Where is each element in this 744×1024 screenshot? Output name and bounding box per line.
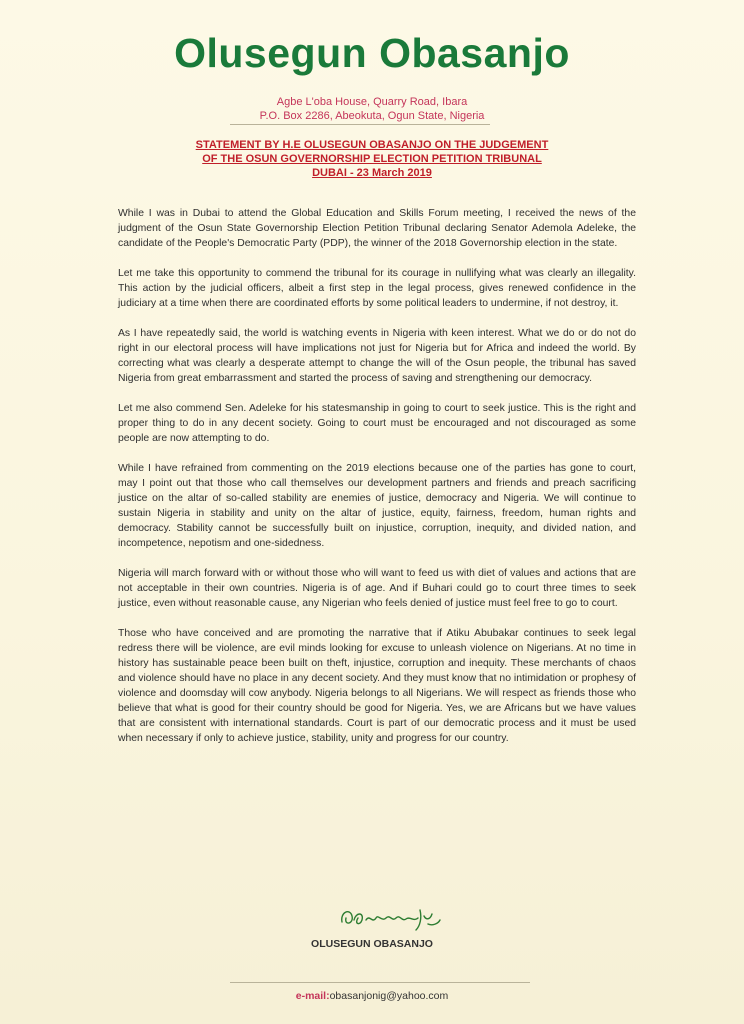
address-line-2: P.O. Box 2286, Abeokuta, Ogun State, Nigeria [259,110,485,122]
handwritten-signature [336,900,456,934]
paragraph: Nigeria will march forward with or without those who will want to feed us with diet of values and actions that are not acceptable in their own countries. Nigeria is of age. And if Buhari could go to court three times to seek justice, even without reasonable cause, any Nigerian who feels denied of justice must feel free to go to court. [118,568,636,609]
paragraph: While I was in Dubai to attend the Global Education and Skills Forum meeting, I received the news of the judgment of the Osun State Governorship Election Petition Tribunal declaring Senator Ademola Adeleke, the candidate of the People's Democratic Party (PDP), the winner of the 2018 Governorship election in the state. [118,208,636,249]
email-label: e-mail: [295,990,330,1002]
signatory-name: OLUSEGUN OBASANJO [311,938,433,950]
header-divider [230,124,490,125]
letterhead-name: Olusegun Obasanjo [174,30,570,76]
footer-divider [230,982,530,983]
statement-title-line-3: DUBAI - 23 March 2019 [312,167,432,179]
paragraph: Those who have conceived and are promoting the narrative that if Atiku Abubakar continues to seek legal redress there will be violence, are evil minds looking for excuse to unleash violence on Nigerians. At no time in history has sustainable peace been built on theft, injustice, corruption and inequity. These merchants of chaos and violence should have no place in any decent society. And they must know that no intimidation or prophesy of violence and doomsday will cow anybody. Nigeria belongs to all Nigerians. We will respect as friends those who believe that what is good for their country should be good for Nigeria. Yes, we are Africans but we have values that are consistent with international standards. Court is part of our democratic process and it must be used when necessary if only to achieve justice, stability, unity and progress for our country. [118,628,636,744]
paragraph: While I have refrained from commenting on the 2019 elections because one of the parties has gone to court, may I point out that those who call themselves our development partners and friends and preach sacrificing justice on the altar of so-called stability are enemies of justice, democracy and Nigeria. We will continue to sustain Nigeria in stability and unity on the altar of justice, equity, fairness, freedom, human rights and democracy. Stability cannot be successfully built on injustice, corruption, inequity, and divided nation, and incompetence, nepotism and one-sidedness. [118,463,636,549]
statement-title [0,138,744,180]
email-address[interactable]: obasanjonig@yahoo.com [329,990,449,1002]
paragraph: Let me also commend Sen. Adeleke for his statesmanship in going to court to seek justice. This is the right and proper thing to do in any decent society. Going to court must be encouraged and not discouraged as some people are now attempting to do. [118,403,636,444]
address-line-1: Agbe L'oba House, Quarry Road, Ibara [276,96,468,108]
statement-title-line-1: STATEMENT BY H.E OLUSEGUN OBASANJO ON THE JUDGEMENT [195,139,549,151]
letterhead-address [0,95,744,123]
statement-title-line-2: OF THE OSUN GOVERNORSHIP ELECTION PETITION TRIBUNAL [202,153,542,165]
paragraph: As I have repeatedly said, the world is watching events in Nigeria with keen interest. What we do or do not do right in our electoral process will have implications not just for Nigeria but for Africa and indeed the world. By correcting what was clearly a desperate attempt to change the will of the Osun people, the tribunal has saved Nigeria from great embarrassment and started the process of saving and strengthening our democracy. [118,328,636,384]
statement-body [118,206,636,761]
footer-email [0,990,744,1002]
paragraph: Let me take this opportunity to commend the tribunal for its courage in nullifying what was clearly an illegality. This action by the judicial officers, albeit a first step in the legal process, gives renewed confidence in the judiciary at a time when there are coordinated efforts by some political leaders to undermine, if not destroy, it. [118,268,636,309]
